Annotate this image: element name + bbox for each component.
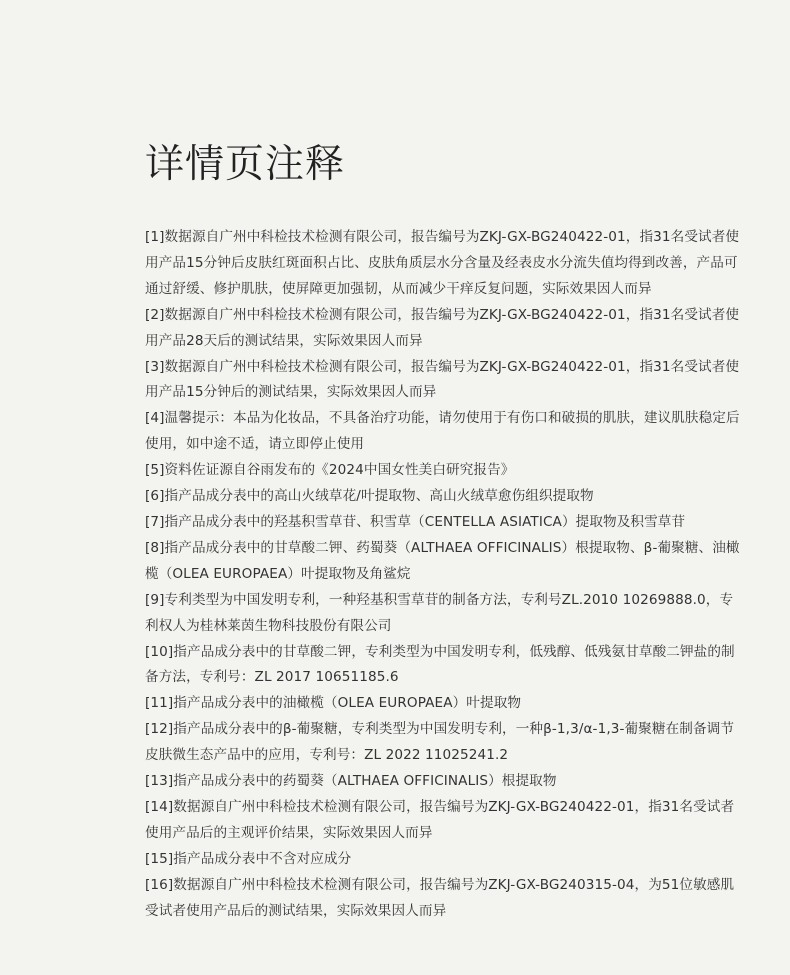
note-item-13: [13]指产品成分表中的药蜀葵（ALTHAEA OFFICINALIS）根提取物	[145, 773, 557, 790]
note-item-9: [9]专利类型为中国发明专利，一种羟基积雪草苷的制备方法，专利号ZL.2010 10269888.0，专利权人为桂林莱茵生物科技股份有限公司	[145, 591, 734, 634]
annotations-page	[145, 140, 745, 924]
note-item-15: [15]指产品成分表中不含对应成分	[145, 850, 352, 867]
note-item-16: [16]数据源自广州中科检技术检测有限公司，报告编号为ZKJ-GX-BG240315-04，为51位敏感肌受试者使用产品后的测试结果，实际效果因人而异	[145, 876, 735, 919]
note-item-14: [14]数据源自广州中科检技术检测有限公司，报告编号为ZKJ-GX-BG240422-01，指31名受试者使用产品后的主观评价结果，实际效果因人而异	[145, 798, 735, 841]
notes-list	[145, 225, 745, 924]
note-item-10: [10]指产品成分表中的甘草酸二钾，专利类型为中国发明专利，低残醇、低残氨甘草酸二钾盐的制备方法，专利号：ZL 2017 10651185.6	[145, 643, 735, 686]
note-item-2: [2]数据源自广州中科检技术检测有限公司，报告编号为ZKJ-GX-BG240422-01，指31名受试者使用产品28天后的测试结果，实际效果因人而异	[145, 306, 740, 349]
note-item-1: [1]数据源自广州中科检技术检测有限公司，报告编号为ZKJ-GX-BG240422-01，指31名受试者使用产品15分钟后皮肤红斑面积占比、皮肤角质层水分含量及经表皮水分流失值均得到改善，产品可通过舒缓、修护肌肤，使屏障更加强韧，从而减少干痒反复问题，实际效果因人而异	[145, 229, 740, 297]
note-item-7: [7]指产品成分表中的羟基积雪草苷、积雪草（CENTELLA ASIATICA）提取物及积雪草苷	[145, 513, 686, 530]
note-item-12: [12]指产品成分表中的β-葡聚糖，专利类型为中国发明专利，一种β-1,3/α-1,3-葡聚糖在制备调节皮肤微生态产品中的应用，专利号：ZL 2022 11025241.2	[145, 721, 735, 764]
note-item-11: [11]指产品成分表中的油橄榄（OLEA EUROPAEA）叶提取物	[145, 695, 522, 712]
page-title: 详情页注释	[145, 142, 346, 187]
note-item-8: [8]指产品成分表中的甘草酸二钾、药蜀葵（ALTHAEA OFFICINALIS）根提取物、β-葡聚糖、油橄榄（OLEA EUROPAEA）叶提取物及角鲨烷	[145, 539, 740, 582]
note-item-3: [3]数据源自广州中科检技术检测有限公司，报告编号为ZKJ-GX-BG240422-01，指31名受试者使用产品15分钟后的测试结果，实际效果因人而异	[145, 358, 740, 401]
note-item-5: [5]资料佐证源自谷雨发布的《2024中国女性美白研究报告》	[145, 462, 515, 479]
note-item-6: [6]指产品成分表中的高山火绒草花/叶提取物、高山火绒草愈伤组织提取物	[145, 488, 594, 505]
note-item-4: [4]温馨提示：本品为化妆品，不具备治疗功能，请勿使用于有伤口和破损的肌肤，建议肌肤稳定后使用，如中途不适，请立即停止使用	[145, 410, 740, 453]
